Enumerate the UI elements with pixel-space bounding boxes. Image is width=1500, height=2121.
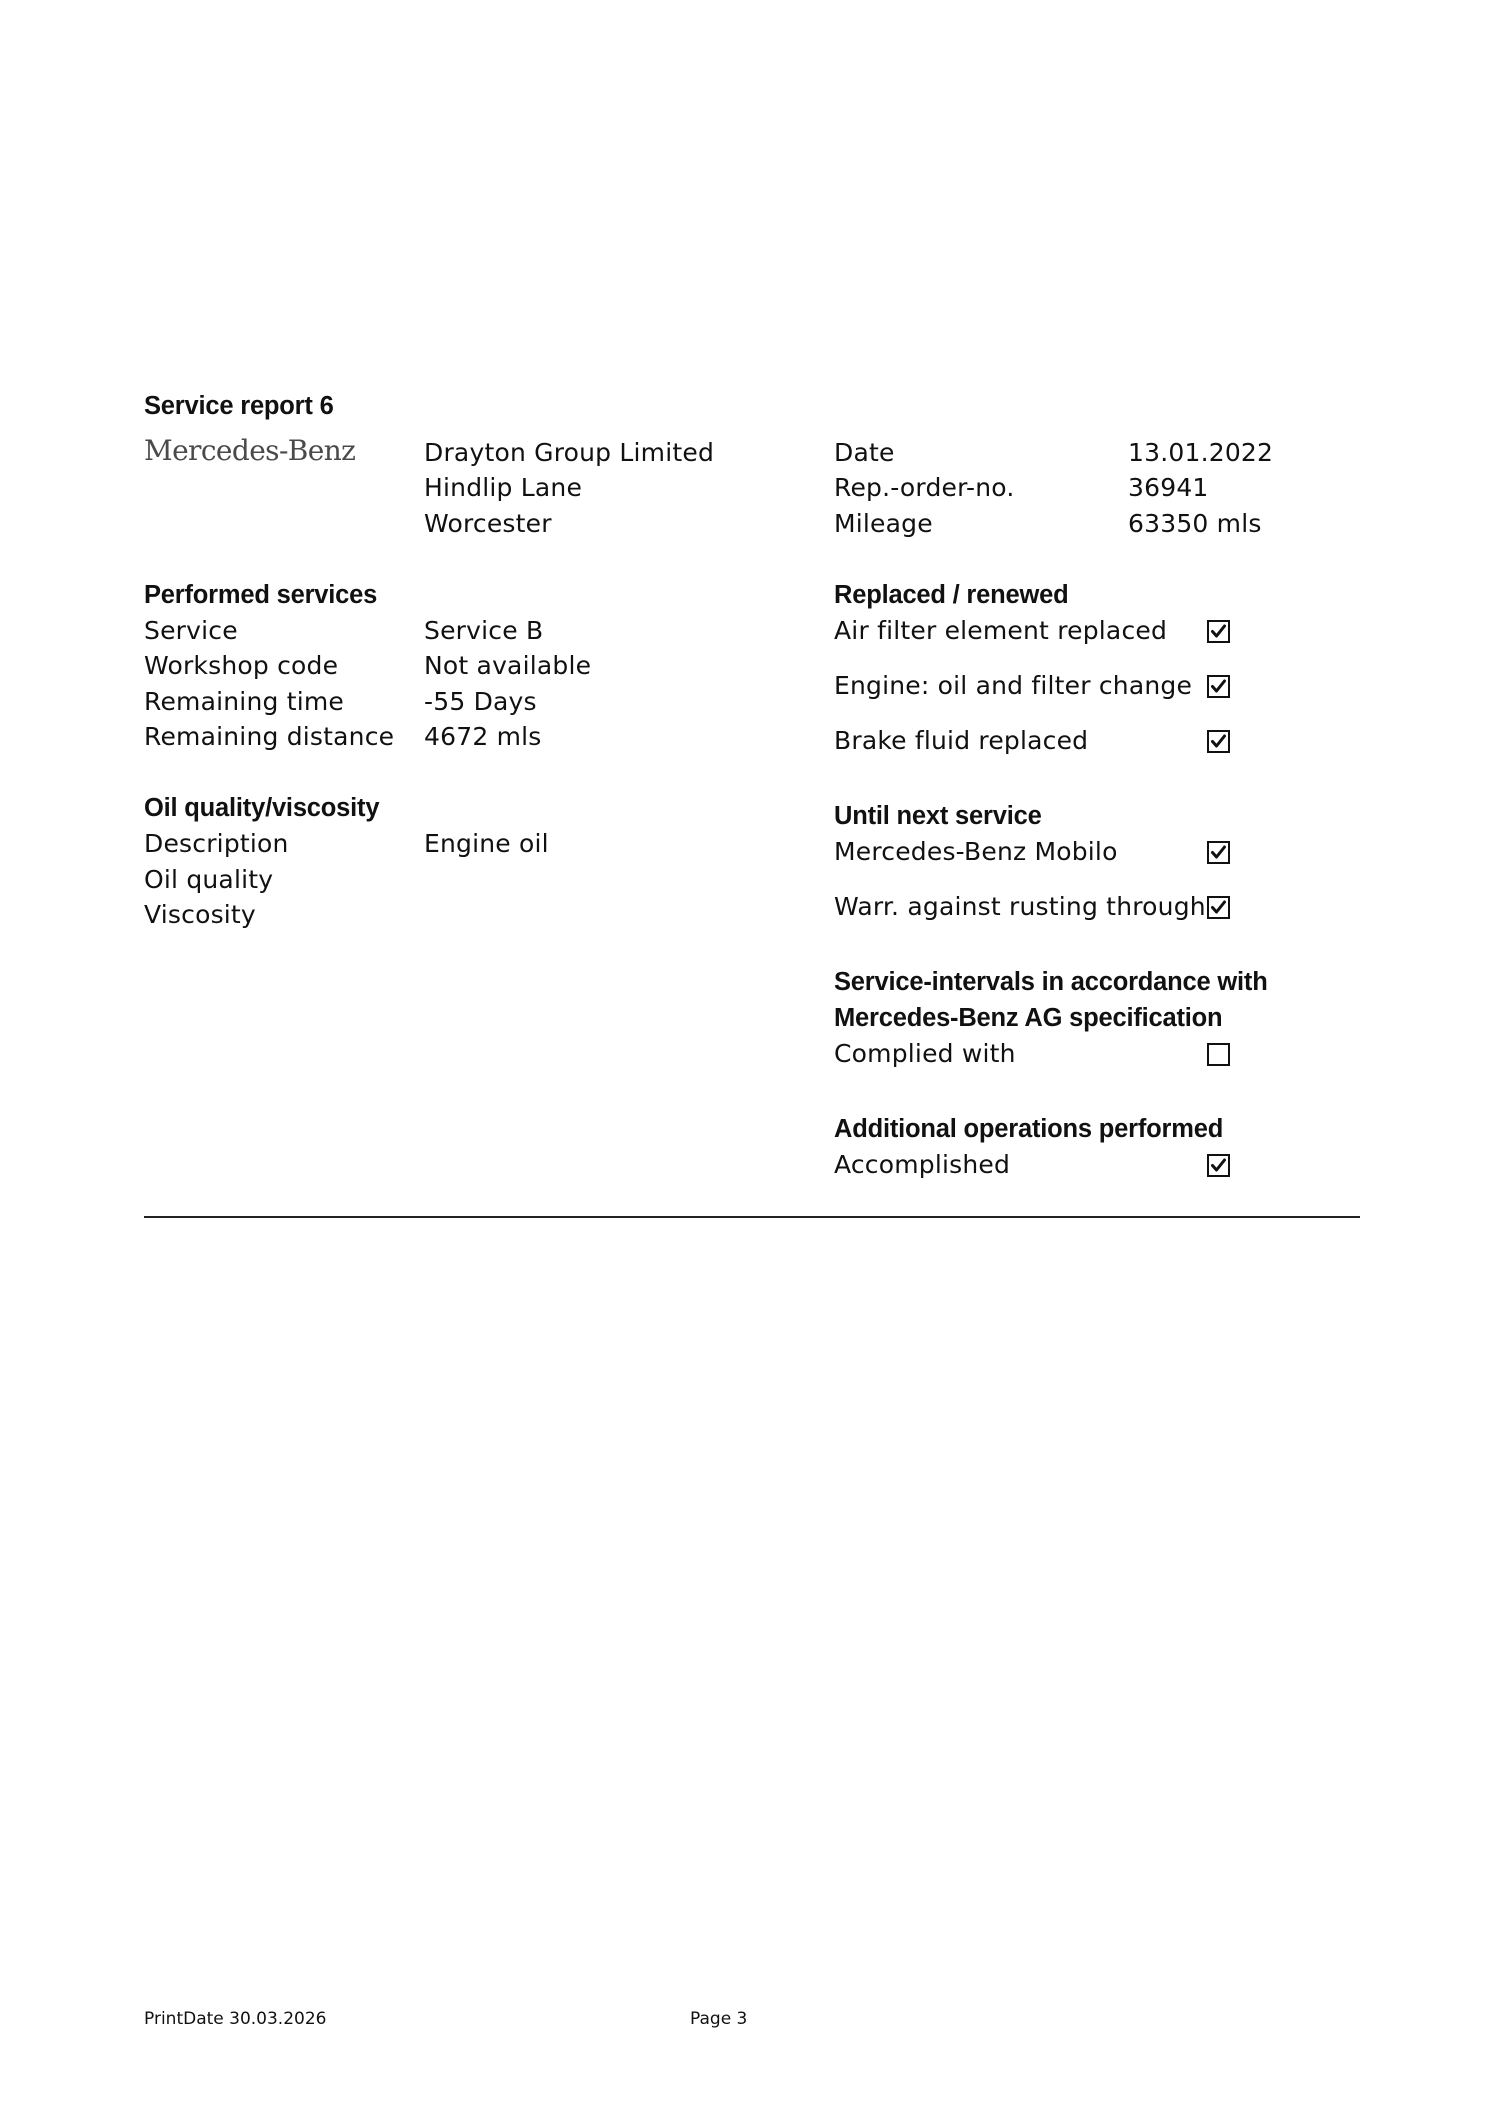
dealer-city: Worcester bbox=[424, 509, 552, 538]
rust-warranty-checkbox[interactable] bbox=[1207, 896, 1230, 919]
date-label: Date bbox=[834, 438, 895, 467]
remaining-distance-value: 4672 mls bbox=[424, 722, 542, 751]
section-divider bbox=[144, 1216, 1360, 1218]
dealer-street: Hindlip Lane bbox=[424, 473, 583, 502]
mileage-label: Mileage bbox=[834, 509, 933, 538]
check-mark-icon bbox=[1210, 678, 1227, 695]
check-mark-icon bbox=[1210, 1157, 1227, 1174]
service-value: Service B bbox=[424, 616, 544, 645]
replaced-heading: Replaced / renewed bbox=[834, 581, 1069, 609]
oil-description-value: Engine oil bbox=[424, 829, 549, 858]
check-mark-icon bbox=[1210, 899, 1227, 916]
performed-services-heading: Performed services bbox=[144, 581, 378, 609]
additional-heading: Additional operations performed bbox=[834, 1115, 1224, 1143]
check-mark-icon bbox=[1210, 844, 1227, 861]
check-mark-icon bbox=[1210, 623, 1227, 640]
remaining-time-value: -55 Days bbox=[424, 687, 537, 716]
next-service-heading: Until next service bbox=[834, 802, 1042, 830]
remaining-time-label: Remaining time bbox=[144, 687, 344, 716]
air-filter-label: Air filter element replaced bbox=[834, 616, 1168, 645]
dealer-name: Drayton Group Limited bbox=[424, 438, 715, 467]
complied-with-label: Complied with bbox=[834, 1039, 1016, 1068]
engine-oil-label: Engine: oil and filter change bbox=[834, 671, 1193, 700]
mobilo-label: Mercedes-Benz Mobilo bbox=[834, 837, 1118, 866]
brand-logo: Mercedes-Benz bbox=[144, 434, 356, 467]
engine-oil-checkbox[interactable] bbox=[1207, 675, 1230, 698]
workshop-code-label: Workshop code bbox=[144, 651, 339, 680]
page-number: Page 3 bbox=[690, 2009, 748, 2029]
service-label: Service bbox=[144, 616, 238, 645]
brake-fluid-checkbox[interactable] bbox=[1207, 730, 1230, 753]
mileage-value: 63350 mls bbox=[1128, 509, 1262, 538]
date-value: 13.01.2022 bbox=[1128, 438, 1274, 467]
print-date: PrintDate 30.03.2026 bbox=[144, 2009, 327, 2029]
mobilo-checkbox[interactable] bbox=[1207, 841, 1230, 864]
order-number-label: Rep.-order-no. bbox=[834, 473, 1015, 502]
oil-heading: Oil quality/viscosity bbox=[144, 794, 380, 822]
rust-warranty-label: Warr. against rusting through bbox=[834, 892, 1206, 921]
remaining-distance-label: Remaining distance bbox=[144, 722, 395, 751]
oil-description-label: Description bbox=[144, 829, 289, 858]
intervals-heading-line1: Service-intervals in accordance with bbox=[834, 968, 1268, 996]
accomplished-checkbox[interactable] bbox=[1207, 1154, 1230, 1177]
report-title: Service report 6 bbox=[144, 392, 334, 420]
complied-with-checkbox[interactable] bbox=[1207, 1043, 1230, 1066]
accomplished-label: Accomplished bbox=[834, 1150, 1011, 1179]
brake-fluid-label: Brake fluid replaced bbox=[834, 726, 1089, 755]
viscosity-label: Viscosity bbox=[144, 900, 256, 929]
workshop-code-value: Not available bbox=[424, 651, 592, 680]
oil-quality-label: Oil quality bbox=[144, 865, 274, 894]
intervals-heading-line2: Mercedes-Benz AG specification bbox=[834, 1004, 1223, 1032]
check-mark-icon bbox=[1210, 733, 1227, 750]
air-filter-checkbox[interactable] bbox=[1207, 620, 1230, 643]
order-number-value: 36941 bbox=[1128, 473, 1209, 502]
